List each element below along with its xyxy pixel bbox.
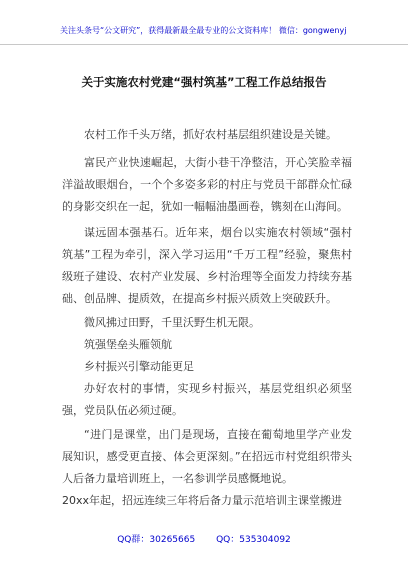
paragraph: “进门是课堂，出门是现场，直接在葡萄地里学产业发展知识，感受更直接、体会更深刻。”在招远市村党组织带头人后备力量培训班上，一名参训学员感慨地说。 bbox=[62, 428, 352, 485]
paragraph: 谋远固本强基石。近年来，烟台以实施农村领域“强村筑基”工程为牵引，深入学习运用“千万工程”经验，聚焦村级班子建设、农村产业发展、乡村治理等全面发力持续夯基础、创品牌、提质效，在提高乡村振兴质效上突破跃升。 bbox=[62, 226, 352, 305]
paragraph: 富民产业快速崛起，大街小巷干净整洁，开心笑脸幸福洋溢故眼烟台，一个个多姿多彩的村庄与党员干部群众忙碌的身影交织在一起，犹如一幅幅油墨画卷，镌刻在山海间。 bbox=[62, 156, 352, 213]
paragraph: 农村工作千头万绪，抓好农村基层组织建设是关键。 bbox=[84, 128, 337, 141]
paragraph: 20xx年起，招远连续三年将后备力量示范培训主课堂搬进 bbox=[62, 494, 343, 507]
paragraph: 办好农村的事情，实现乡村振兴，基层党组织必须坚强，党员队伍必须过硬。 bbox=[62, 382, 352, 417]
subheading: 乡村振兴引擎动能更足 bbox=[84, 360, 194, 373]
footer-qq: QQ：535304092 bbox=[216, 535, 291, 545]
footer-contact bbox=[0, 532, 408, 545]
header-banner-text: 关注头条号“公文研究”，获得最新最全最专业的公文资料库！ 微信：gongwenyj bbox=[60, 26, 347, 35]
subheading: 筑强堡垒头雁领航 bbox=[84, 338, 172, 351]
header-banner bbox=[0, 0, 408, 45]
document-title: 关于实施农村党建“强村筑基”工程工作总结报告 bbox=[81, 75, 327, 89]
paragraph: 微风拂过田野，千里沃野生机无限。 bbox=[84, 316, 260, 329]
document-body bbox=[62, 116, 352, 512]
footer-qq-group: QQ群：30265665 bbox=[117, 535, 196, 545]
